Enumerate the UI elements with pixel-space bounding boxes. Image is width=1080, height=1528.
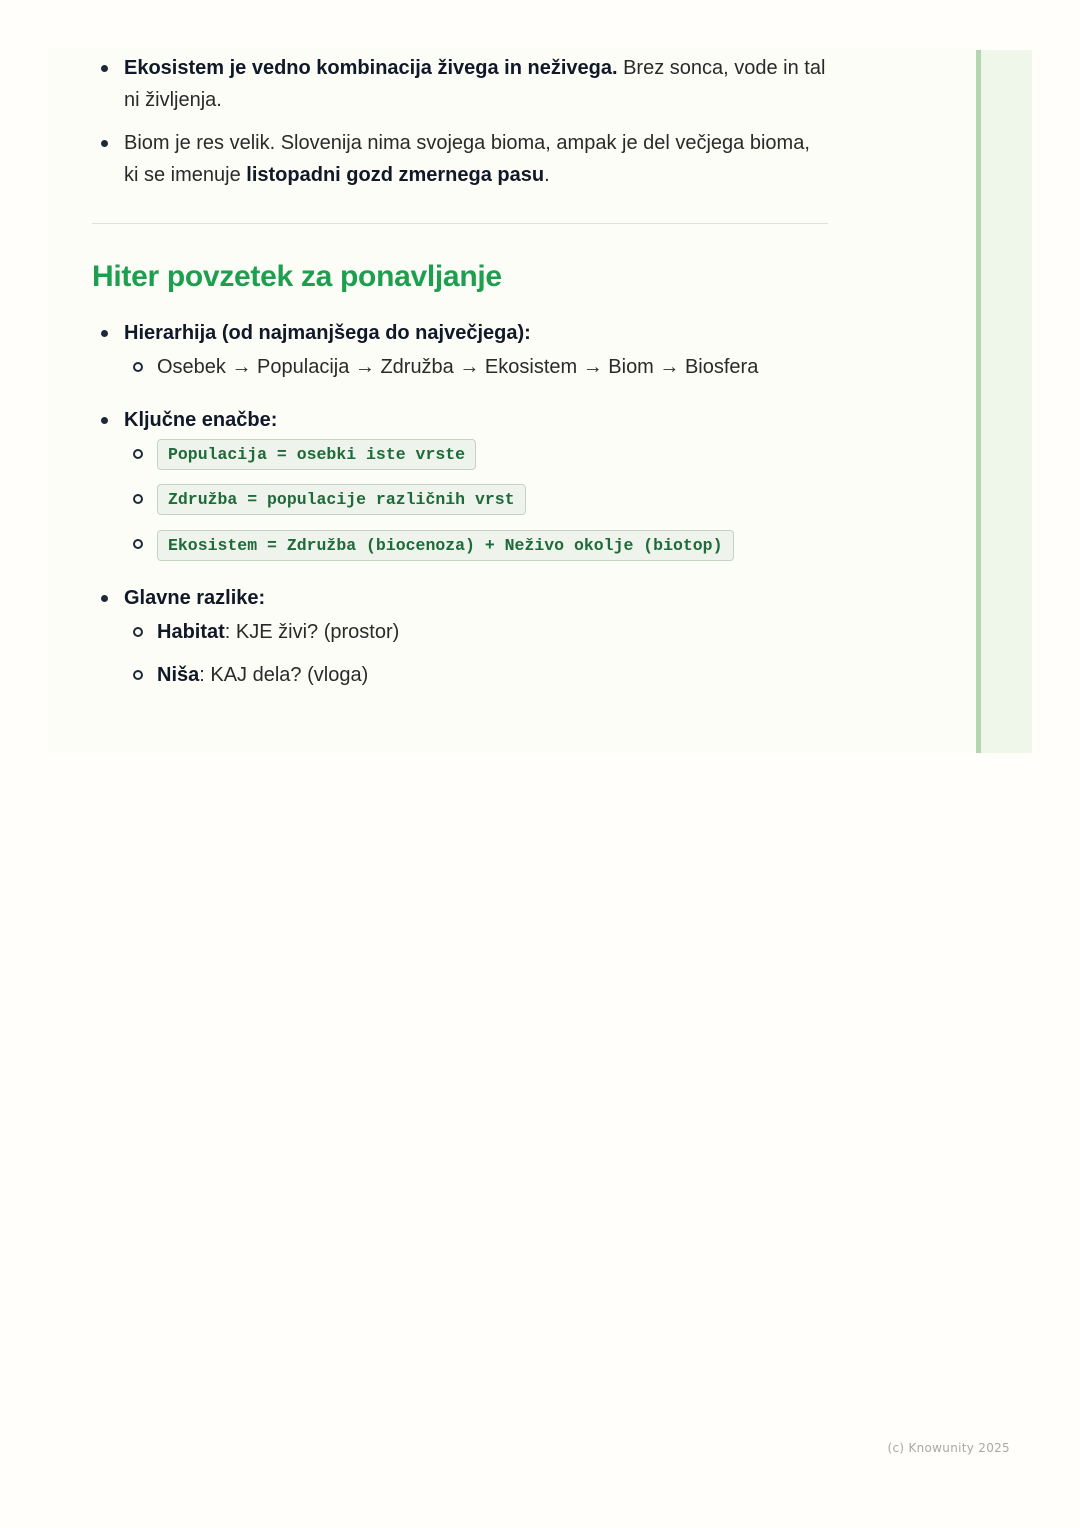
bullet-icon [101,595,108,602]
sub-list-item [124,659,828,691]
circle-bullet-icon [133,449,143,459]
equation-ecosystem: Ekosistem = Združba (biocenoza) + Neživo okolje (biotop) [157,530,734,561]
section-divider [92,223,828,224]
circle-bullet-icon [133,494,143,504]
list-item-equations [92,404,828,561]
list-item-hierarchy [92,317,828,383]
circle-bullet-icon [133,670,143,680]
niche-description: : KAJ dela? (vloga) [199,663,369,686]
habitat-description: : KJE živi? (prostor) [224,620,400,643]
intro-list [92,52,828,191]
copyright-footer: (c) Knowunity 2025 [887,1441,1010,1455]
circle-bullet-icon [133,627,143,637]
hierarchy-label: Hierarhija (od najmanjšega do največjega): [124,322,531,344]
list-item-differences [92,582,828,691]
side-panel [976,50,1032,753]
sub-list-item [124,616,828,648]
biome-statement-bold: listopadni gozd zmernega pasu [246,164,545,186]
bullet-icon [101,330,108,337]
sub-list-item [124,351,828,383]
bullet-icon [101,65,108,72]
bullet-icon [101,417,108,424]
biome-statement-text: Biom je res velik. Slovenija nima svojega bioma, ampak je del večjega bioma, ki se imenuje [124,132,810,186]
differences-label: Glavne razlike: [124,586,266,609]
section-heading: Hiter povzetek za ponavljanje [92,260,502,293]
list-item [92,52,828,116]
hierarchy-sublist [124,351,828,383]
differences-sublist [124,616,828,691]
biome-statement-end: . [544,164,550,186]
circle-bullet-icon [133,362,143,372]
equation-population: Populacija = osebki iste vrste [157,439,476,470]
sub-list-item [124,438,828,470]
list-item [92,127,828,191]
document-content [92,52,828,691]
niche-term: Niša [157,663,200,686]
sub-list-item [124,483,828,515]
habitat-term: Habitat [157,620,225,643]
ecosystem-statement-rest: Brez sonca, vode in tal ni življenja. [124,57,826,111]
equations-label: Ključne enačbe: [124,409,278,431]
circle-bullet-icon [133,539,143,549]
bullet-icon [101,140,108,147]
equation-community: Združba = populacije različnih vrst [157,484,526,515]
hierarchy-chain: Osebek → Populacija → Združba → Ekosistem → Biom → Biosfera [157,356,759,378]
sub-list-item [124,528,828,560]
equations-sublist [124,438,828,561]
summary-list [92,317,828,691]
ecosystem-statement-bold: Ekosistem je vedno kombinacija živega in neživega. [124,57,618,79]
